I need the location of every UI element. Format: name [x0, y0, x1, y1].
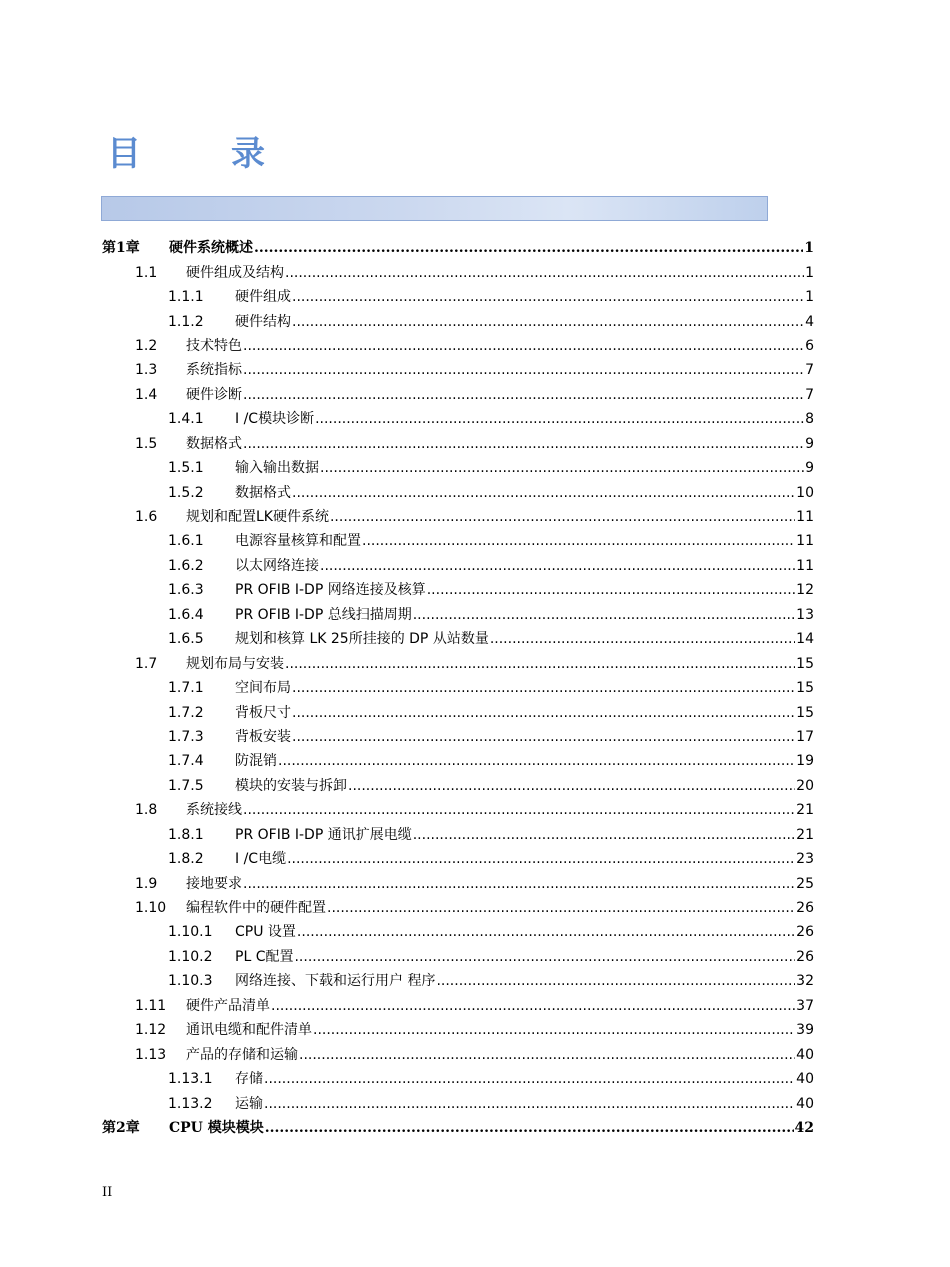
toc-entry-number: 1.1.1	[168, 289, 204, 306]
toc-entry-label: 技术特色	[186, 337, 242, 354]
toc-entry[interactable]	[0, 358, 950, 382]
toc-entry-number: 1.11	[135, 997, 167, 1014]
toc-entry-number: 1.8.2	[168, 851, 204, 868]
toc-entry-number: 1.7.4	[168, 753, 204, 770]
toc-entry[interactable]	[0, 749, 950, 773]
toc-dot-leader	[292, 679, 795, 697]
toc-entry-line	[186, 875, 814, 893]
toc-entry-page: 17	[796, 728, 814, 745]
toc-entry-line	[169, 239, 814, 257]
toc-entry[interactable]	[0, 945, 950, 969]
toc-dot-leader	[299, 1046, 795, 1064]
toc-entry-page: 15	[796, 680, 814, 697]
toc-entry-label: 规划和配置LK硬件系统	[186, 509, 329, 526]
page-title: 目 录	[107, 134, 293, 174]
toc-dot-leader	[243, 801, 795, 819]
toc-entry-page: 7	[805, 362, 814, 379]
toc-entry-number: 1.5.2	[168, 484, 204, 501]
toc-entry-number: 第2章	[102, 1119, 140, 1136]
toc-entry-page: 7	[805, 386, 814, 403]
toc-dot-leader	[362, 532, 795, 550]
toc-entry-line	[186, 508, 814, 526]
toc-entry[interactable]	[0, 334, 950, 358]
toc-entry-label: 规划和核算 LK 25所挂接的 DP 从站数量	[235, 631, 489, 648]
toc-entry-label: 运输	[235, 1095, 263, 1112]
toc-entry-number: 1.13.1	[168, 1071, 213, 1088]
toc-entry[interactable]	[0, 480, 950, 504]
toc-entry-line	[235, 948, 814, 966]
toc-entry-number: 第1章	[102, 240, 140, 257]
toc-entry[interactable]	[0, 260, 950, 284]
toc-entry-line	[235, 459, 814, 477]
toc-entry[interactable]	[0, 871, 950, 895]
toc-dot-leader	[320, 557, 795, 575]
toc-dot-leader	[320, 459, 804, 477]
toc-entry-number: 1.6.5	[168, 631, 204, 648]
toc-entry-label: 接地要求	[186, 875, 242, 892]
toc-entry-line	[235, 704, 814, 722]
toc-entry[interactable]	[0, 285, 950, 309]
toc-entry[interactable]	[0, 1091, 950, 1115]
toc-dot-leader	[294, 948, 795, 966]
toc-entry-line	[235, 1070, 814, 1088]
toc-entry-label: CPU 模块模块	[169, 1119, 264, 1136]
toc-entry[interactable]	[0, 407, 950, 431]
toc-entry-page: 20	[796, 777, 814, 794]
toc-entry-label: I /C电缆	[235, 851, 287, 868]
toc-entry-label: 背板尺寸	[235, 704, 291, 721]
toc-entry-line	[235, 484, 814, 502]
toc-entry-page: 42	[794, 1119, 814, 1136]
toc-entry-page: 4	[805, 313, 814, 330]
toc-entry-line	[235, 777, 814, 795]
toc-entry-page: 13	[796, 606, 814, 623]
toc-entry-line	[186, 655, 814, 673]
toc-entry[interactable]	[0, 456, 950, 480]
toc-entry-number: 1.10	[135, 900, 167, 917]
toc-dot-leader	[264, 1095, 795, 1113]
toc-entry-page: 40	[796, 1046, 814, 1063]
toc-entry[interactable]	[0, 969, 950, 993]
toc-entry-label: 数据格式	[186, 435, 242, 452]
toc-dot-leader	[243, 337, 804, 355]
toc-entry-page: 9	[805, 460, 814, 477]
toc-entry-number: 1.10.2	[168, 948, 213, 965]
toc-entry-number: 1.7	[135, 655, 158, 672]
toc-entry[interactable]	[0, 1042, 950, 1066]
toc-entry-number: 1.2	[135, 337, 158, 354]
toc-entry-line	[186, 997, 814, 1015]
toc-entry-number: 1.1.2	[168, 313, 204, 330]
toc-entry[interactable]	[0, 432, 950, 456]
toc-dot-leader	[413, 606, 795, 624]
toc-entry-line	[169, 1119, 814, 1137]
toc-entry-line	[186, 386, 814, 404]
toc-entry-page: 12	[796, 582, 814, 599]
toc-dot-leader	[313, 1021, 795, 1039]
toc-entry-line	[235, 532, 814, 550]
toc-entry[interactable]	[0, 847, 950, 871]
toc-entry-page: 21	[796, 802, 814, 819]
toc-dot-leader	[327, 899, 795, 917]
toc-entry-line	[235, 752, 814, 770]
toc-entry-line	[186, 899, 814, 917]
toc-dot-leader	[243, 386, 804, 404]
toc-entry-number: 1.4	[135, 386, 158, 403]
toc-entry-page: 21	[796, 826, 814, 843]
toc-entry-line	[186, 801, 814, 819]
toc-entry[interactable]	[0, 383, 950, 407]
toc-entry-number: 1.8	[135, 802, 158, 819]
toc-dot-leader	[348, 777, 795, 795]
toc-entry-page: 11	[796, 533, 814, 550]
toc-dot-leader	[287, 850, 795, 868]
table-of-contents	[0, 236, 950, 1140]
toc-entry-page: 32	[796, 973, 814, 990]
toc-dot-leader	[490, 630, 795, 648]
toc-entry-number: 1.3	[135, 362, 158, 379]
toc-entry-label: 防混销	[235, 753, 277, 770]
toc-entry-line	[235, 630, 814, 648]
toc-entry-number: 1.4.1	[168, 411, 204, 428]
toc-entry[interactable]	[0, 651, 950, 675]
toc-entry-label: I /C模块诊断	[235, 411, 315, 428]
toc-entry[interactable]	[0, 798, 950, 822]
toc-entry-number: 1.7.1	[168, 680, 204, 697]
toc-entry-label: 输入输出数据	[235, 460, 319, 477]
toc-entry[interactable]	[0, 676, 950, 700]
toc-dot-leader	[285, 264, 804, 282]
toc-entry[interactable]	[0, 236, 950, 260]
toc-entry-page: 1	[805, 289, 814, 306]
toc-entry[interactable]	[0, 774, 950, 798]
toc-entry-label: 模块的安装与拆卸	[235, 777, 347, 794]
toc-entry-label: 网络连接、下载和运行用户 程序	[235, 973, 436, 990]
toc-entry-label: 电源容量核算和配置	[235, 533, 361, 550]
toc-entry[interactable]	[0, 1018, 950, 1042]
toc-entry-page: 23	[796, 851, 814, 868]
toc-dot-leader	[292, 484, 795, 502]
toc-entry-number: 1.1	[135, 264, 158, 281]
toc-entry[interactable]	[0, 700, 950, 724]
toc-entry-page: 26	[796, 900, 814, 917]
toc-entry-line	[235, 606, 814, 624]
toc-entry[interactable]	[0, 896, 950, 920]
toc-entry-label: 系统指标	[186, 362, 242, 379]
toc-entry-label: PR OFIB I-DP 网络连接及核算	[235, 582, 426, 599]
toc-entry[interactable]	[0, 920, 950, 944]
toc-dot-leader	[330, 508, 795, 526]
toc-entry-label: PL C配置	[235, 948, 294, 965]
toc-entry-page: 1	[804, 240, 814, 257]
toc-dot-leader	[292, 704, 795, 722]
toc-entry-label: 硬件产品清单	[186, 997, 270, 1014]
toc-dot-leader	[427, 581, 795, 599]
toc-entry-label: 硬件结构	[235, 313, 291, 330]
toc-entry-page: 11	[796, 557, 814, 574]
toc-entry-page: 25	[796, 875, 814, 892]
toc-entry-number: 1.13.2	[168, 1095, 213, 1112]
toc-entry-number: 1.13	[135, 1046, 167, 1063]
toc-entry-number: 1.5.1	[168, 460, 204, 477]
toc-entry[interactable]	[0, 554, 950, 578]
toc-entry[interactable]	[0, 578, 950, 602]
toc-dot-leader	[254, 239, 803, 257]
toc-entry-number: 1.12	[135, 1022, 167, 1039]
toc-entry[interactable]	[0, 627, 950, 651]
toc-entry-line	[235, 826, 814, 844]
toc-dot-leader	[271, 997, 795, 1015]
toc-entry-line	[235, 923, 814, 941]
toc-entry-number: 1.6.1	[168, 533, 204, 550]
toc-dot-leader	[285, 655, 795, 673]
toc-entry-label: 通讯电缆和配件清单	[186, 1022, 312, 1039]
toc-dot-leader	[292, 288, 804, 306]
page-number-footer: II	[102, 1185, 113, 1200]
toc-entry-label: 存储	[235, 1071, 263, 1088]
toc-entry-label: 编程软件中的硬件配置	[186, 900, 326, 917]
toc-entry-number: 1.6.4	[168, 606, 204, 623]
toc-entry-number: 1.7.2	[168, 704, 204, 721]
toc-entry-line	[186, 361, 814, 379]
toc-entry-line	[235, 288, 814, 306]
toc-entry-line	[235, 410, 814, 428]
toc-entry-number: 1.6	[135, 509, 158, 526]
toc-entry[interactable]	[0, 725, 950, 749]
toc-entry[interactable]	[0, 1067, 950, 1091]
toc-entry-page: 1	[805, 264, 814, 281]
toc-entry[interactable]	[0, 529, 950, 553]
toc-entry-line	[235, 728, 814, 746]
toc-entry-line	[186, 435, 814, 453]
toc-dot-leader	[292, 313, 804, 331]
toc-entry-page: 26	[796, 948, 814, 965]
toc-entry-label: 硬件诊断	[186, 386, 242, 403]
toc-entry-number: 1.9	[135, 875, 158, 892]
toc-dot-leader	[278, 752, 795, 770]
toc-entry-number: 1.7.3	[168, 728, 204, 745]
toc-entry-line	[186, 264, 814, 282]
toc-entry-label: 以太网络连接	[235, 557, 319, 574]
toc-entry[interactable]	[0, 309, 950, 333]
toc-entry-label: 规划布局与安装	[186, 655, 284, 672]
toc-entry-number: 1.5	[135, 435, 158, 452]
toc-entry-label: 硬件组成及结构	[186, 264, 284, 281]
toc-entry-label: 硬件组成	[235, 289, 291, 306]
toc-entry-label: 硬件系统概述	[169, 240, 253, 257]
toc-entry-number: 1.6.3	[168, 582, 204, 599]
toc-entry-number: 1.6.2	[168, 557, 204, 574]
toc-dot-leader	[436, 972, 795, 990]
toc-entry-page: 14	[796, 631, 814, 648]
toc-entry[interactable]	[0, 603, 950, 627]
toc-entry-number: 1.10.3	[168, 973, 213, 990]
toc-entry-line	[235, 679, 814, 697]
toc-entry[interactable]	[0, 994, 950, 1018]
toc-entry-label: 系统接线	[186, 802, 242, 819]
toc-entry-line	[235, 581, 814, 599]
toc-entry-page: 6	[805, 337, 814, 354]
toc-entry-line	[235, 850, 814, 868]
toc-entry-line	[186, 1046, 814, 1064]
toc-entry[interactable]	[0, 823, 950, 847]
title-banner-bar	[101, 196, 768, 221]
toc-entry-page: 40	[796, 1095, 814, 1112]
toc-dot-leader	[292, 728, 795, 746]
toc-dot-leader	[265, 1119, 794, 1137]
toc-dot-leader	[315, 410, 804, 428]
toc-entry-page: 10	[796, 484, 814, 501]
toc-entry-line	[235, 313, 814, 331]
toc-entry-label: 产品的存储和运输	[186, 1046, 298, 1063]
toc-dot-leader	[243, 875, 795, 893]
toc-entry-page: 19	[796, 753, 814, 770]
toc-entry-page: 40	[796, 1071, 814, 1088]
toc-dot-leader	[264, 1070, 795, 1088]
toc-entry-line	[235, 1095, 814, 1113]
toc-entry-label: PR OFIB I-DP 总线扫描周期	[235, 606, 412, 623]
toc-entry-label: 数据格式	[235, 484, 291, 501]
toc-entry-number: 1.7.5	[168, 777, 204, 794]
toc-entry-page: 15	[796, 704, 814, 721]
toc-entry-label: CPU 设置	[235, 924, 296, 941]
toc-entry-line	[235, 557, 814, 575]
toc-entry-page: 11	[796, 509, 814, 526]
toc-entry[interactable]	[0, 1116, 950, 1140]
toc-entry-page: 39	[796, 1022, 814, 1039]
toc-entry-page: 15	[796, 655, 814, 672]
toc-entry-page: 37	[796, 997, 814, 1014]
toc-entry-label: 背板安装	[235, 728, 291, 745]
toc-entry-page: 26	[796, 924, 814, 941]
toc-dot-leader	[243, 361, 804, 379]
toc-entry-label: PR OFIB I-DP 通讯扩展电缆	[235, 826, 412, 843]
toc-entry-line	[186, 1021, 814, 1039]
toc-entry-line	[235, 972, 814, 990]
toc-entry-number: 1.10.1	[168, 924, 213, 941]
toc-entry-page: 9	[805, 435, 814, 452]
toc-entry-page: 8	[805, 411, 814, 428]
toc-entry-line	[186, 337, 814, 355]
toc-dot-leader	[243, 435, 804, 453]
toc-dot-leader	[413, 826, 795, 844]
toc-entry-number: 1.8.1	[168, 826, 204, 843]
toc-dot-leader	[297, 923, 795, 941]
toc-entry-label: 空间布局	[235, 680, 291, 697]
toc-entry[interactable]	[0, 505, 950, 529]
